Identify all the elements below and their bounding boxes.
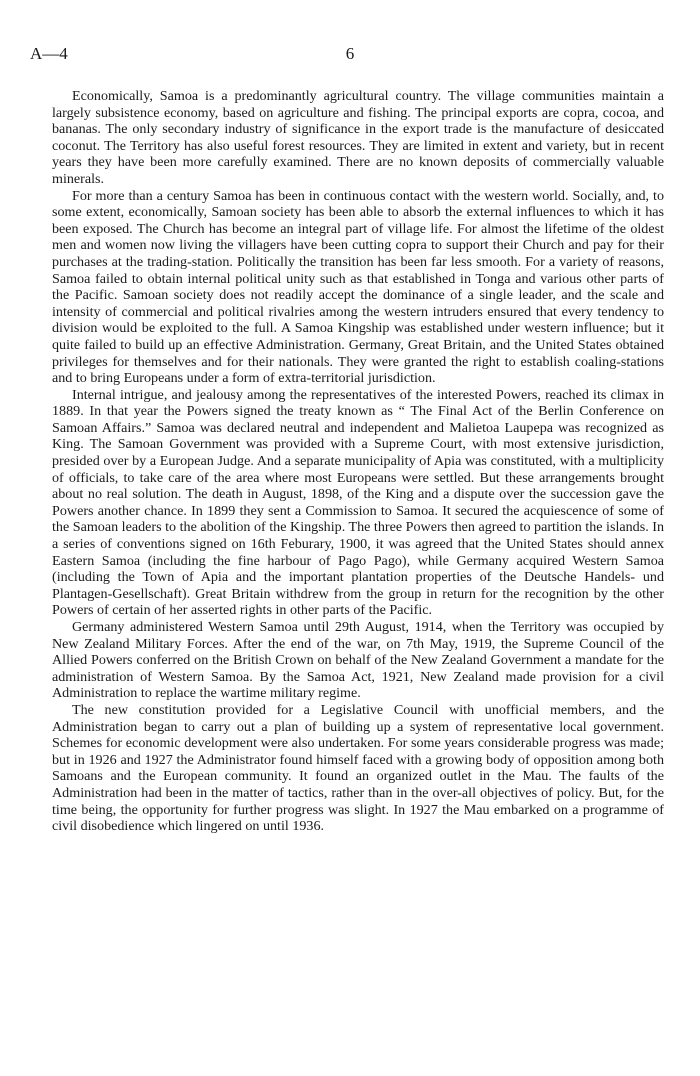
- paragraph-western-contact: For more than a century Samoa has been in continuous contact with the western world. Socially, and, to some extent, economically, Samoan society has been able to absorb the external influences to which it has been exposed. The Church has become an integral part of village life. For almost the lifetime of the oldest men and women now living the villagers have been cutting copra to support their Church and pay for their purchases at the trading-station. Politically the transition has been far less smooth. For a variety of reasons, Samoa failed to obtain internal political unity such as that established in Tonga and various other parts of the Pacific. Samoan society does not readily accept the dominance of a single leader, and the scale and intensity of commercial and political rivalries among the western intruders ensured that every tendency to division would be exploited to the full. A Samoa Kingship was established under western influence; but it quite failed to build up an effective Administration. Germany, Great Britain, and the United States obtained privileges for themselves and for their nationals. They were granted the right to establish coaling-stations and to bring Europeans under a form of extra-territorial jurisdiction.: [52, 187, 664, 387]
- document-reference: A—4: [30, 44, 68, 63]
- page-header: [30, 44, 670, 68]
- page-number: 6: [345, 44, 355, 63]
- body-text: [52, 88, 664, 835]
- paragraph-new-constitution: The new constitution provided for a Legislative Council with unofficial members, and the Administration began to carry out a plan of building up a system of representative local government. Schemes for economic development were also undertaken. For some years considerable progress was made; but in 1926 and 1927 the Administrator found himself faced with a growing body of opposition among both Samoans and the European community. It found an organized outlet in the Mau. The faults of the Administration had been in the matter of tactics, rather than in the over-all objectives of policy. But, for the time being, the opportunity for further progress was slight. In 1927 the Mau embarked on a programme of civil disobedience which lingered on until 1936.: [52, 701, 664, 835]
- paragraph-berlin-conference: Internal intrigue, and jealousy among the representatives of the interested Powers, reached its climax in 1889. In that year the Powers signed the treaty known as “ The Final Act of the Berlin Conference on Samoan Affairs.” Samoa was declared neutral and independent and Malietoa Laupepa was recognized as King. The Samoan Government was provided with a Supreme Court, with most extensive jurisdiction, presided over by a European Judge. And a separate municipality of Apia was constituted, with a multiplicity of officials, to take care of the area where most Europeans were settled. But these arrangements brought about no real solution. The death in August, 1898, of the King and a dispute over the succession gave the Powers another chance. In 1899 they sent a Commission to Samoa. It secured the acquiescence of some of the Samoan leaders to the abolition of the Kingship. The three Powers then agreed to partition the islands. In a series of conventions signed on 16th Feburary, 1900, it was agreed that the United States should annex Eastern Samoa (including the fine harbour of Pago Pago), while Germany acquired Western Samoa (including the Town of Apia and the important plantation properties of the Deutsche Handels- und Plantagen-Gesellschaft). Great Britain withdrew from the group in return for the recognition by the other Powers of certain of her asserted rights in other parts of the Pacific.: [52, 386, 664, 619]
- paragraph-economy: Economically, Samoa is a predominantly agricultural country. The village communities maintain a largely subsistence economy, based on agriculture and fishing. The principal exports are copra, cocoa, and bananas. The only secondary industry of significance in the export trade is the manufacture of desiccated coconut. The Territory has also useful forest resources. They are limited in extent and variety, but in recent years they have been more carefully examined. There are no known deposits of commercially valuable minerals.: [52, 88, 664, 187]
- paragraph-german-administration: Germany administered Western Samoa until 29th August, 1914, when the Territory was occupied by New Zealand Military Forces. After the end of the war, on 7th May, 1919, the Supreme Council of the Allied Powers conferred on the British Crown on behalf of the New Zealand Government a mandate for the administration of Western Samoa. By the Samoa Act, 1921, New Zealand made provision for a civil Administration to replace the wartime military regime.: [52, 619, 664, 702]
